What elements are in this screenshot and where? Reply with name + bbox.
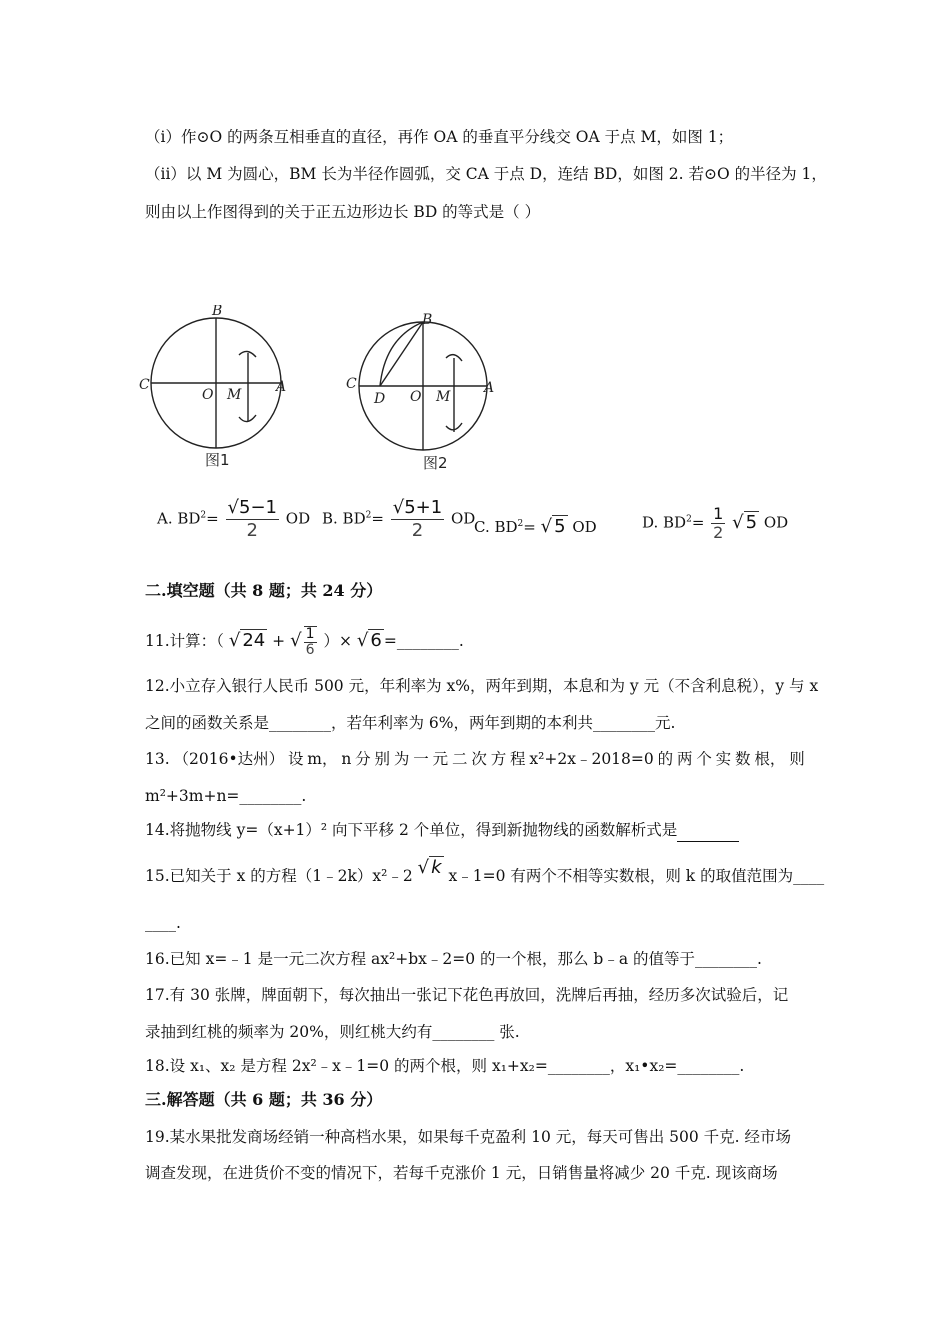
q13-part: 根， [754, 750, 786, 768]
option-b-square: 2 [365, 510, 372, 521]
option-b-fraction: $\frac{√5+1}{2}$ [392, 497, 443, 541]
section-2-title: 二.填空题（共 8 题；共 24 分） [145, 581, 383, 600]
q11-plus: + [272, 632, 286, 650]
question-16[interactable]: 16.已知 x=﹣1 是一元二次方程 ax²+bx﹣2=0 的一个根，那么 b﹣a 的值等于________. [145, 950, 762, 968]
fig2-segment-BD [380, 322, 423, 386]
question-19-line-1: 19.某水果批发商场经销一种高档水果，如果每千克盈利 10 元，每天可售出 500 千克. 经市场 [145, 1128, 792, 1146]
question-14 [145, 819, 739, 842]
q13-part: 两 [676, 750, 693, 768]
question-12-line-1: 12.小立存入银行人民币 500 元，年利率为 x%，两年到期，本息和为 y 元（不含利息税），y 与 x [145, 677, 819, 695]
option-d-radicand: 5 [745, 511, 758, 533]
q13-part: （2016•达州） [173, 750, 285, 768]
q15-text-a: 15.已知关于 x 的方程（1﹣2k）x²﹣2 [145, 867, 413, 885]
intro-line-3: 则由以上作图得到的关于正五边形边长 BD 的等式是（ ） [145, 203, 541, 221]
q11-prefix: 11.计算：（ [145, 632, 224, 650]
q11-fraction-den: 6 [305, 642, 315, 658]
question-15-line-2[interactable]: ____. [145, 914, 181, 932]
fig2-label-O: O [410, 389, 422, 405]
option-b-prefix: B. BD [322, 509, 366, 528]
q13-part: 的 [657, 750, 674, 768]
q13-part: 设 [287, 750, 304, 768]
fig1-label-B: B [212, 305, 223, 319]
q13-part: 别 [374, 750, 391, 768]
q11-tail[interactable]: =________. [383, 632, 464, 650]
option-d-prefix: D. BD [642, 513, 687, 532]
q13-part: 程 [510, 750, 526, 768]
fig2-caption: 图2 [423, 454, 448, 472]
option-a-prefix: A. BD [157, 509, 201, 528]
option-c-radicand: 5 [554, 516, 566, 537]
fig1-label-C: C [139, 377, 150, 393]
q11-fraction-num: 1 [305, 626, 315, 642]
q13-part: 次 [471, 750, 487, 768]
q13-part: 一 [413, 750, 429, 768]
fig1-label-M: M [227, 387, 242, 403]
question-17-line-2[interactable]: 录抽到红桃的频率为 20%，则红桃大约有________ 张. [145, 1023, 520, 1041]
question-18[interactable]: 18.设 x₁、x₂ 是方程 2x²﹣x﹣1=0 的两个根，则 x₁+x₂=________，x₁•x₂=________. [145, 1057, 745, 1075]
q13-part: 为 [393, 750, 410, 768]
q13-part: 二 [451, 750, 468, 768]
option-c-suffix: OD [572, 518, 597, 536]
fig2-label-B: B [422, 312, 433, 328]
fig1-label-A: A [276, 379, 287, 395]
option-c-eq: = [523, 518, 536, 536]
q14-text: 14.将抛物线 y=（x+1）² 向下平移 2 个单位，得到新抛物线的函数解析式是 [145, 821, 678, 839]
option-b-denominator: 2 [411, 520, 424, 541]
fig2-label-A: A [484, 380, 495, 396]
fig2-label-D: D [374, 391, 386, 407]
intro-line-2: （ii）以 M 为圆心，BM 长为半径作圆弧，交 CA 于点 D，连结 BD，如图 2. 若⊙O 的半径为 1， [145, 165, 827, 183]
option-b-suffix: OD [450, 509, 476, 528]
q11-radicand-2: 6 [370, 630, 382, 651]
q11-radicand-1: 24 [242, 630, 266, 651]
option-b-eq: = [371, 509, 384, 528]
option-c-square: 2 [517, 519, 524, 529]
question-13-line-1 [145, 748, 805, 770]
question-13-line-2[interactable]: m²+3m+n=________. [145, 787, 307, 805]
option-a[interactable] [157, 497, 310, 542]
q13-part: 方 [490, 750, 507, 768]
q15-radicand: k [431, 857, 442, 878]
option-c-prefix: C. BD [474, 518, 518, 536]
option-d[interactable]: D. $BD^2=$ $\frac{1}{2}$ √ 5 OD [642, 504, 789, 542]
option-b[interactable] [322, 497, 475, 542]
q13-part: 实 [715, 750, 732, 768]
option-c[interactable]: C. $BD^2=$ √ 5 OD [474, 516, 597, 537]
option-b-numerator: 5+1 [404, 497, 443, 518]
question-15-line-1: 15.已知关于 x 的方程（1﹣2k）x²﹣2 √ k x﹣1=0 有两个不相等实数根，则 k 的取值范围为____ [145, 857, 825, 885]
q13-part: 则 [789, 750, 805, 768]
q13-part: 个 [696, 750, 712, 768]
option-a-square: 2 [200, 510, 207, 521]
fig1-caption: 图1 [205, 451, 230, 469]
question-17-line-1: 17.有 30 张牌，牌面朝下，每次抽出一张记下花色再放回，洗牌后再抽，经历多次试验后，记 [145, 986, 789, 1004]
q13-part: m， [307, 750, 338, 768]
fig2-label-M: M [436, 389, 451, 405]
figure-2 [340, 308, 510, 478]
q14-answer-blank[interactable] [677, 819, 739, 842]
option-d-denominator: 2 [713, 523, 724, 542]
option-d-numerator: 1 [713, 504, 724, 523]
option-d-suffix: OD [763, 513, 789, 532]
q13-part: 元 [432, 750, 449, 768]
option-d-square: 2 [686, 514, 692, 525]
option-a-numerator: 5−1 [239, 497, 277, 518]
option-d-fraction [711, 505, 725, 542]
option-d-eq: = [691, 513, 705, 532]
intro-line-1: （i）作⊙O 的两条互相垂直的直径，再作 OA 的垂直平分线交 OA 于点 M，如图 1； [145, 128, 734, 146]
section-3-title: 三.解答题（共 6 题；共 36 分） [145, 1090, 383, 1109]
q13-part: n [341, 750, 352, 768]
figure-1 [135, 305, 305, 475]
question-19-line-2: 调查发现，在进货价不变的情况下，若每千克涨价 1 元，日销售量将减少 20 千克. 现该商场 [145, 1164, 778, 1182]
q13-part: 分 [355, 750, 371, 768]
q11-fraction [304, 626, 317, 658]
q13-part: 13. [145, 750, 170, 768]
question-11: 11.计算：（ √ 24 + √ $\frac{1}{6}$ ）× √ 6 =________. [145, 626, 464, 658]
fig2-label-C: C [346, 376, 357, 392]
q15-text-b: x﹣1=0 有两个不相等实数根，则 k 的取值范围为____ [448, 867, 825, 885]
q13-part: 数 [735, 750, 751, 768]
option-a-denominator: 2 [246, 520, 258, 541]
option-a-eq: = [206, 509, 219, 528]
question-12-line-2[interactable]: 之间的函数关系是________，若年利率为 6%，两年到期的本利共________元. [145, 714, 676, 732]
fig1-label-O: O [202, 387, 214, 403]
option-a-suffix: OD [285, 509, 311, 528]
option-a-fraction: $\frac{√5-1}{2}$ [227, 497, 277, 541]
q13-part: x²+2x﹣2018=0 [529, 750, 654, 768]
q11-close: ）× [323, 632, 352, 650]
